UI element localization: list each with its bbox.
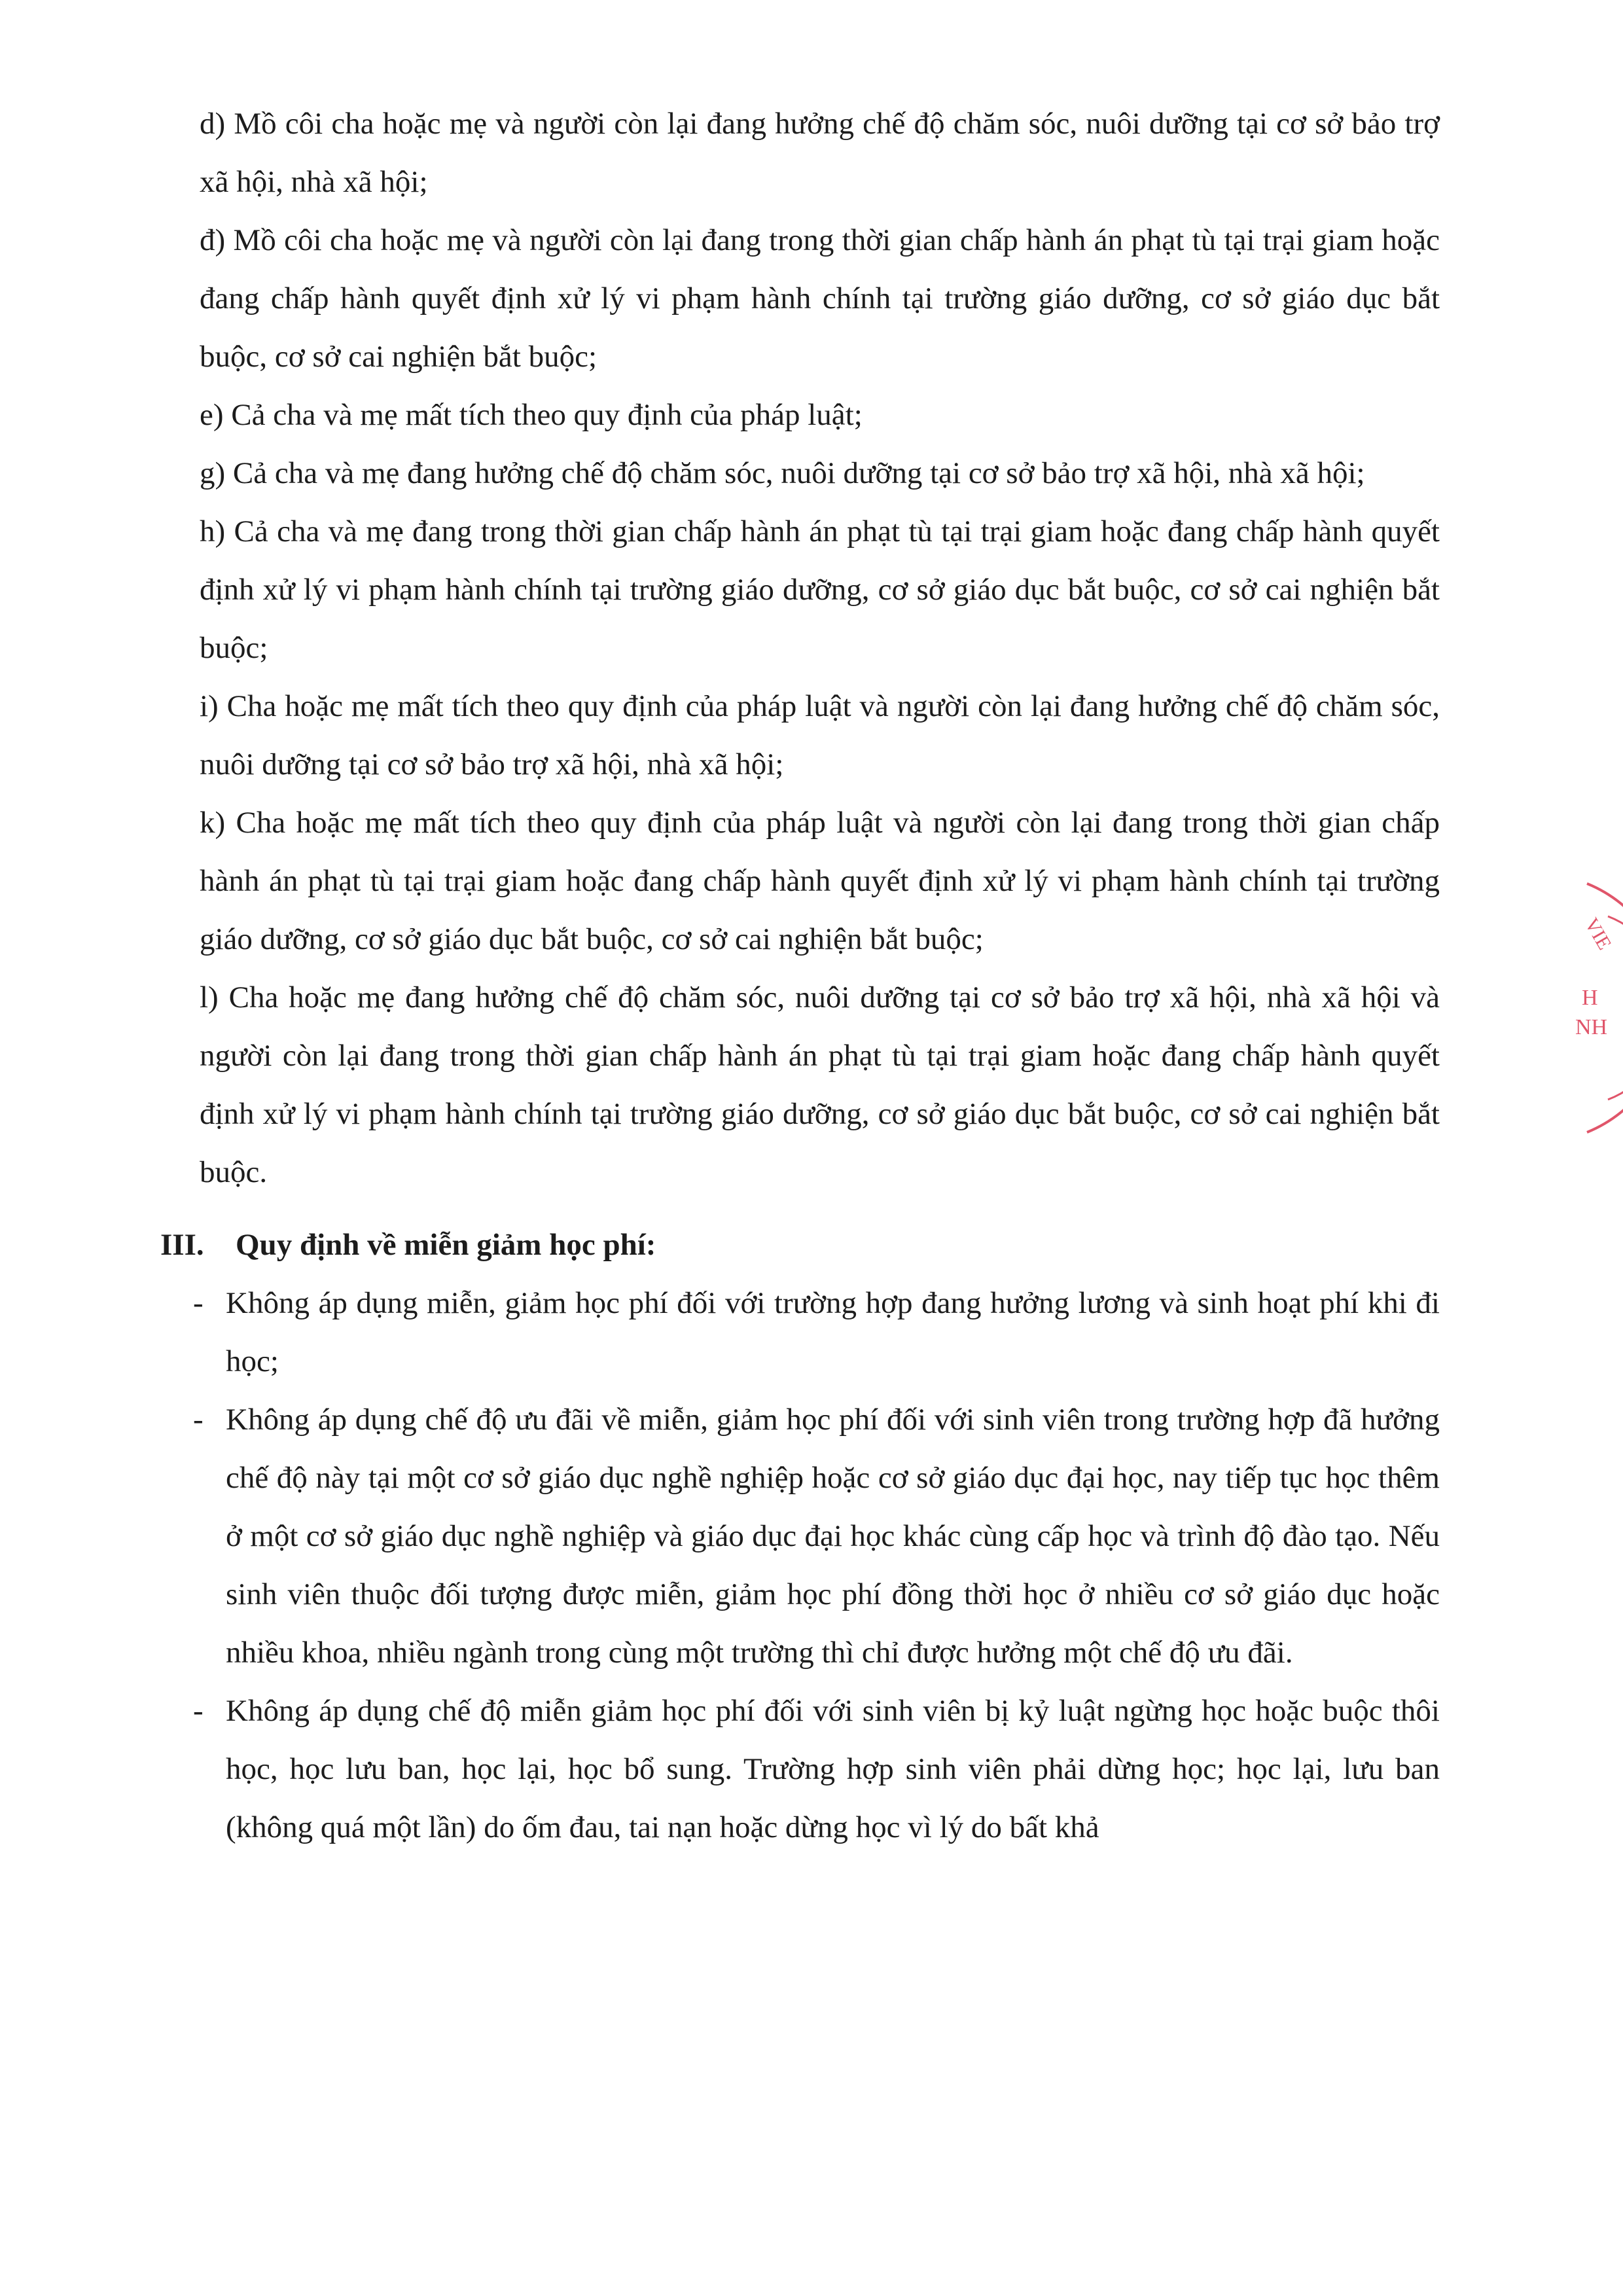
bullet-dash: -: [193, 1403, 204, 1437]
list-item-text: Không áp dụng chế độ miễn giảm học phí đối với sinh viên bị kỷ luật ngừng học hoặc buộc thôi học, học lưu ban, học lại, học bổ sung. Trường hợp sinh viên phải dừng học; học lại, lưu ban (không quá một lần) do ốm đau, tai nạn hoặc dừng học vì lý do bất khả: [226, 1694, 1440, 1844]
paragraph-h: h) Cả cha và mẹ đang trong thời gian chấp hành án phạt tù tại trại giam hoặc đang chấp hành quyết định xử lý vi phạm hành chính tại trường giáo dưỡng, cơ sở giáo dục bắt buộc, cơ sở cai nghiện bắt buộc;: [200, 514, 1440, 665]
section-number: III.: [160, 1228, 204, 1262]
red-seal-stamp: [1567, 870, 1623, 1145]
list-item: [193, 1682, 1440, 1857]
list-item: [193, 1274, 1440, 1391]
svg-text:H: H: [1582, 986, 1598, 1010]
rules-list: [193, 1274, 1440, 1857]
svg-text:VIE: VIE: [1580, 914, 1616, 954]
paragraph-e: e) Cả cha và mẹ mất tích theo quy định của pháp luật;: [200, 398, 863, 432]
list-item-text: Không áp dụng chế độ ưu đãi về miễn, giảm học phí đối với sinh viên trong trường hợp đã hưởng chế độ này tại một cơ sở giáo dục nghề nghiệp hoặc cơ sở giáo dục đại học, nay tiếp tục học thêm ở một cơ sở giáo dục nghề nghiệp và giáo dục đại học khác cùng cấp học và trình độ đào tạo. Nếu sinh viên thuộc đối tượng được miễn, giảm học phí đồng thời học ở nhiều cơ sở giáo dục hoặc nhiều khoa, nhiều ngành trong cùng một trường thì chỉ được hưởng một chế độ ưu đãi.: [226, 1403, 1440, 1670]
bullet-dash: -: [193, 1286, 204, 1320]
paragraph-i: i) Cha hoặc mẹ mất tích theo quy định của pháp luật và người còn lại đang hưởng chế độ chăm sóc, nuôi dưỡng tại cơ sở bảo trợ xã hội, nhà xã hội;: [200, 689, 1440, 781]
list-item: [193, 1391, 1440, 1682]
list-item-text: Không áp dụng miễn, giảm học phí đối với trường hợp đang hưởng lương và sinh hoạt phí khi đi học;: [226, 1286, 1440, 1378]
paragraph-g: g) Cả cha và mẹ đang hưởng chế độ chăm sóc, nuôi dưỡng tại cơ sở bảo trợ xã hội, nhà xã hội;: [200, 456, 1365, 490]
svg-text:NH: NH: [1575, 1015, 1608, 1039]
paragraph-d: d) Mồ côi cha hoặc mẹ và người còn lại đang hưởng chế độ chăm sóc, nuôi dưỡng tại cơ sở bảo trợ xã hội, nhà xã hội;: [200, 107, 1440, 199]
section-title: Quy định về miễn giảm học phí:: [236, 1228, 656, 1262]
document-body: [160, 95, 1440, 1857]
bullet-dash: -: [193, 1694, 204, 1728]
section-heading: [160, 1216, 1440, 1274]
paragraph-dd: đ) Mồ côi cha hoặc mẹ và người còn lại đang trong thời gian chấp hành án phạt tù tại trại giam hoặc đang chấp hành quyết định xử lý vi phạm hành chính tại trường giáo dưỡng, cơ sở giáo dục bắt buộc, cơ sở cai nghiện bắt buộc;: [200, 223, 1440, 374]
paragraph-k: k) Cha hoặc mẹ mất tích theo quy định của pháp luật và người còn lại đang trong thời gian chấp hành án phạt tù tại trại giam hoặc đang chấp hành quyết định xử lý vi phạm hành chính tại trường giáo dưỡng, cơ sở giáo dục bắt buộc, cơ sở cai nghiện bắt buộc;: [200, 806, 1440, 956]
paragraph-l: l) Cha hoặc mẹ đang hưởng chế độ chăm sóc, nuôi dưỡng tại cơ sở bảo trợ xã hội, nhà xã hội và người còn lại đang trong thời gian chấp hành án phạt tù tại trại giam hoặc đang chấp hành quyết định xử lý vi phạm hành chính tại trường giáo dưỡng, cơ sở giáo dục bắt buộc, cơ sở cai nghiện bắt buộc.: [200, 980, 1440, 1189]
